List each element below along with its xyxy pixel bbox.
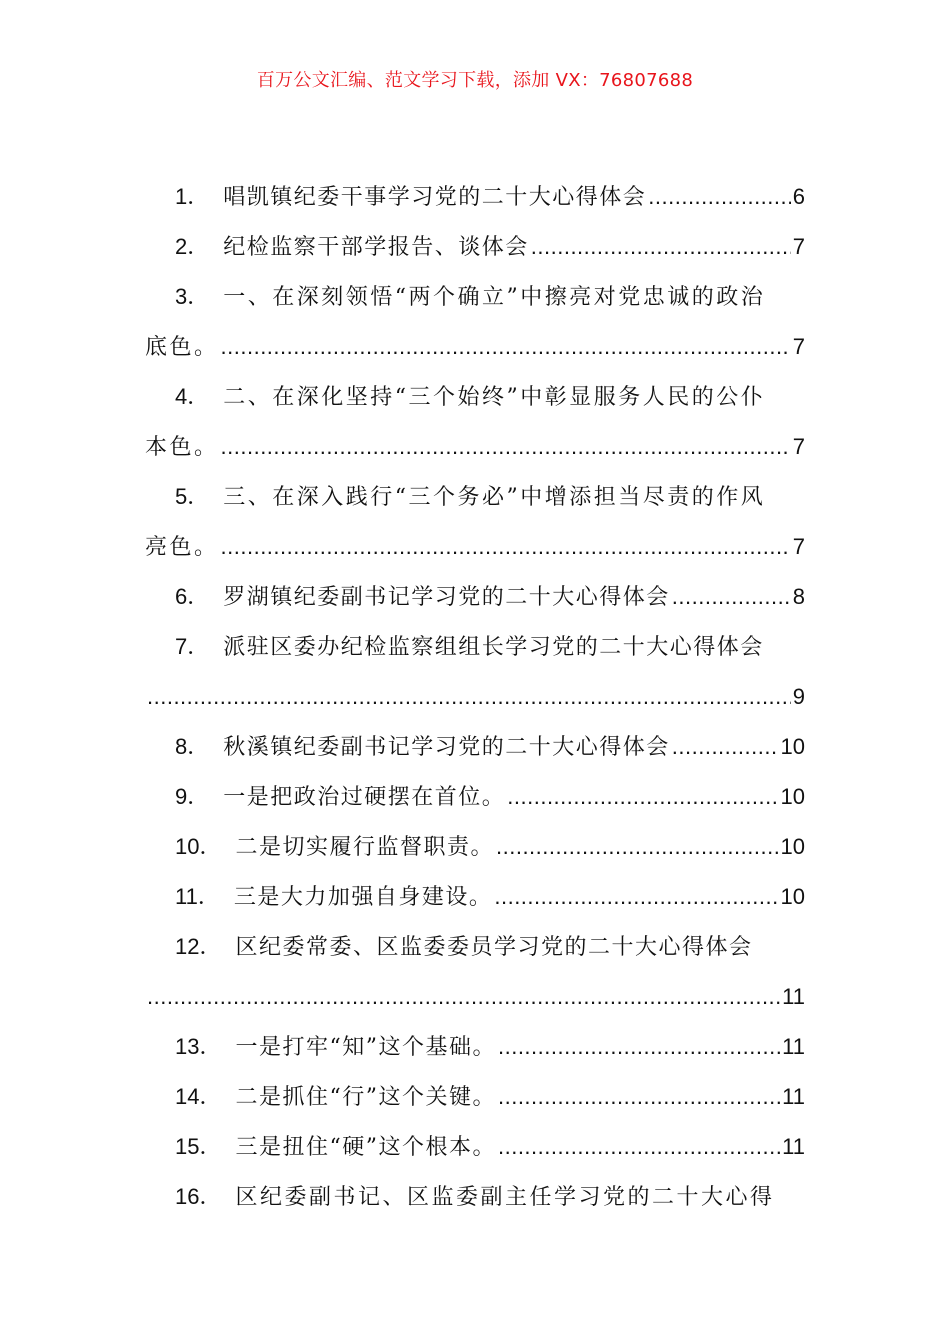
dot-leader <box>498 1072 780 1122</box>
dot-leader <box>221 322 791 372</box>
toc-entry-number: 6． <box>175 584 210 609</box>
dot-leader <box>147 672 791 722</box>
toc-entry-page: 9 <box>792 684 805 709</box>
toc-entry-7[interactable] <box>145 622 805 672</box>
toc-entry-page: 7 <box>792 334 805 359</box>
toc-entry-4-continuation[interactable] <box>145 422 805 472</box>
toc-entry-1[interactable] <box>145 172 805 222</box>
toc-entry-number: 2． <box>175 234 210 259</box>
toc-entry-number: 15． <box>175 1134 222 1159</box>
toc-entry-15[interactable] <box>145 1122 805 1172</box>
toc-entry-page: 8 <box>792 584 805 609</box>
dot-leader <box>672 722 779 772</box>
toc-entry-number: 16． <box>175 1184 222 1209</box>
toc-entry-title: 派驻区委办纪检监察组组长学习党的二十大心得体会 <box>223 635 764 660</box>
toc-entry-5[interactable] <box>145 472 805 522</box>
dot-leader <box>531 222 791 272</box>
toc-entry-number: 8． <box>175 734 210 759</box>
toc-entry-number: 9． <box>175 784 210 809</box>
toc-entry-title: 秋溪镇纪委副书记学习党的二十大心得体会 <box>223 735 670 760</box>
toc-entry-12-continuation[interactable] <box>145 972 805 1022</box>
toc-entry-16[interactable] <box>145 1172 805 1222</box>
toc-entry-number: 7． <box>175 634 210 659</box>
toc-entry-title: 纪检监察干部学报告、谈体会 <box>223 235 529 260</box>
toc-entry-page: 7 <box>792 234 805 259</box>
toc-entry-title: 三是大力加强自身建设。 <box>233 885 493 910</box>
toc-entry-number: 3． <box>175 284 210 309</box>
dot-leader <box>507 772 778 822</box>
toc-entry-page: 10 <box>780 884 805 909</box>
toc-entry-number: 13． <box>175 1034 222 1059</box>
toc-entry-8[interactable] <box>145 722 805 772</box>
toc-entry-11[interactable] <box>145 872 805 922</box>
toc-entry-number: 5． <box>175 484 210 509</box>
toc-entry-page: 11 <box>782 984 805 1009</box>
toc-entry-10[interactable] <box>145 822 805 872</box>
toc-entry-title: 罗湖镇纪委副书记学习党的二十大心得体会 <box>223 585 670 610</box>
dot-leader <box>496 822 779 872</box>
toc-entry-title: 一是把政治过硬摆在首位。 <box>223 785 506 810</box>
toc-entry-title: 三是扭住“硬”这个根本。 <box>235 1135 496 1160</box>
toc-entry-3[interactable] <box>145 272 805 322</box>
dot-leader <box>498 1122 780 1172</box>
toc-entry-13[interactable] <box>145 1022 805 1072</box>
dot-leader <box>494 872 778 922</box>
toc-entry-title: 区纪委副书记、区监委副主任学习党的二十大心得 <box>235 1185 775 1210</box>
toc-entry-2[interactable] <box>145 222 805 272</box>
toc-entry-title: 唱凯镇纪委干事学习党的二十大心得体会 <box>223 185 647 210</box>
dot-leader <box>498 1022 780 1072</box>
toc-entry-title: 二是切实履行监督职责。 <box>235 835 494 860</box>
table-of-contents <box>145 172 805 1222</box>
toc-entry-6[interactable] <box>145 572 805 622</box>
dot-leader <box>221 522 791 572</box>
toc-entry-title: 一是打牢“知”这个基础。 <box>235 1035 496 1060</box>
toc-entry-number: 10． <box>175 834 222 859</box>
toc-entry-number: 12． <box>175 934 222 959</box>
toc-entry-number: 4． <box>175 384 210 409</box>
dot-leader <box>648 172 790 222</box>
toc-entry-4[interactable] <box>145 372 805 422</box>
toc-entry-number: 1． <box>175 184 210 209</box>
toc-entry-number: 14． <box>175 1084 222 1109</box>
toc-entry-title: 一、在深刻领悟“两个确立”中擦亮对党忠诚的政治 <box>223 285 766 310</box>
toc-entry-page: 6 <box>792 184 805 209</box>
toc-entry-title: 三、在深入践行“三个务必”中增添担当尽责的作风 <box>223 485 766 510</box>
toc-entry-title-continuation: 底色。 <box>145 335 219 360</box>
toc-entry-page: 10 <box>780 834 805 859</box>
toc-entry-page: 10 <box>780 784 805 809</box>
toc-entry-page: 11 <box>782 1034 805 1059</box>
toc-entry-12[interactable] <box>145 922 805 972</box>
toc-entry-14[interactable] <box>145 1072 805 1122</box>
toc-entry-3-continuation[interactable] <box>145 322 805 372</box>
toc-entry-7-continuation[interactable] <box>145 672 805 722</box>
toc-entry-page: 7 <box>792 534 805 559</box>
toc-entry-9[interactable] <box>145 772 805 822</box>
dot-leader <box>147 972 780 1022</box>
toc-entry-title-continuation: 本色。 <box>145 435 219 460</box>
toc-entry-number: 11． <box>175 884 220 909</box>
toc-entry-title: 二是抓住“行”这个关键。 <box>235 1085 496 1110</box>
toc-entry-page: 11 <box>782 1084 805 1109</box>
dot-leader <box>221 422 791 472</box>
toc-entry-title: 区纪委常委、区监委委员学习党的二十大心得体会 <box>235 935 753 960</box>
toc-entry-page: 7 <box>792 434 805 459</box>
page-header: 百万公文汇编、范文学习下载，添加 VX：76807688 <box>256 70 694 91</box>
toc-entry-5-continuation[interactable] <box>145 522 805 572</box>
toc-entry-title: 二、在深化坚持“三个始终”中彰显服务人民的公仆 <box>223 385 766 410</box>
toc-entry-page: 10 <box>780 734 805 759</box>
dot-leader <box>672 572 791 622</box>
toc-entry-title-continuation: 亮色。 <box>145 535 219 560</box>
toc-entry-page: 11 <box>782 1134 805 1159</box>
